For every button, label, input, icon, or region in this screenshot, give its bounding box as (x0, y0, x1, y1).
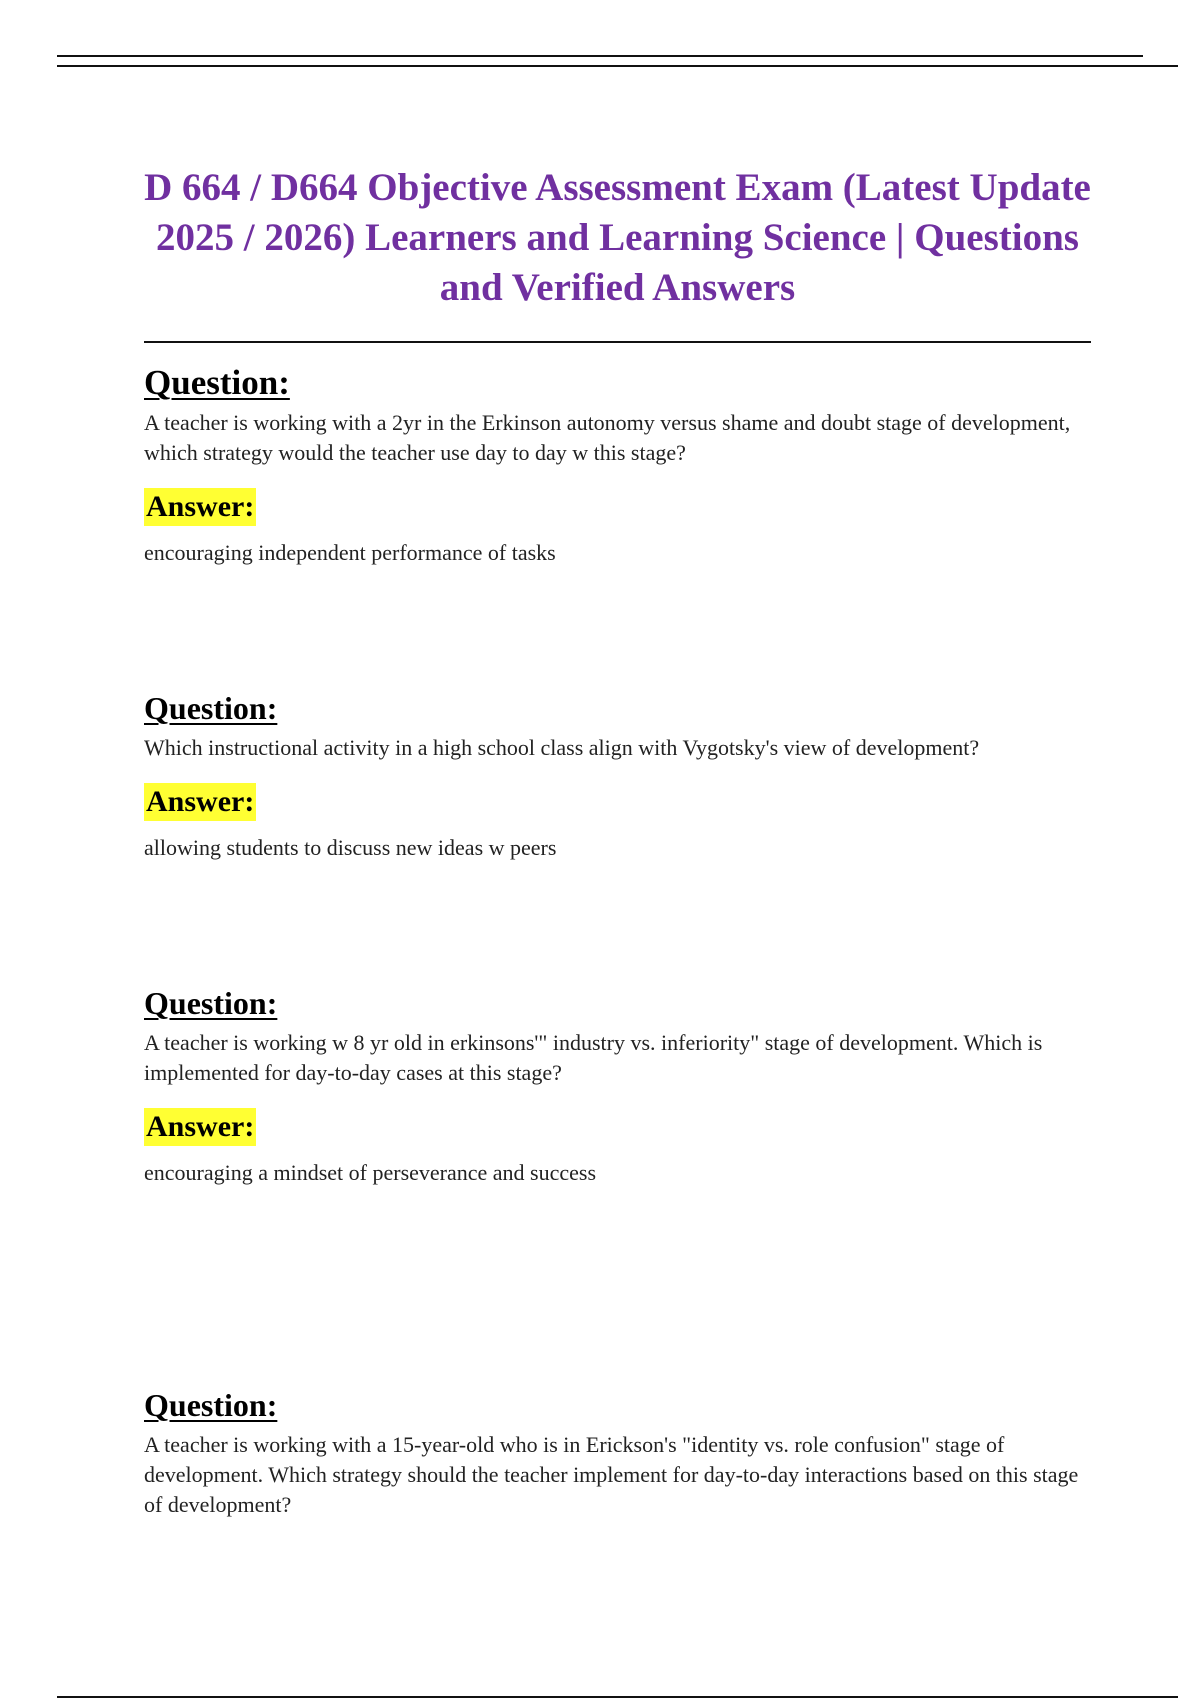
qa-block (144, 1386, 1094, 1520)
question-heading: Question: (144, 985, 278, 1021)
question-text: Which instructional activity in a high school class align with Vygotsky's view of development? (144, 735, 980, 760)
title-divider (144, 341, 1091, 343)
question-text: A teacher is working w 8 yr old in erkinsons'" industry vs. inferiority" stage of development. Which is implemented for day-to-day cases at this stage? (144, 1030, 1043, 1085)
question-text: A teacher is working with a 15-year-old who is in Erickson's "identity vs. role confusion" stage of development. Which strategy should the teacher implement for day-to-day interactions based on this stage of development? (144, 1432, 1079, 1517)
footer-rule (57, 1696, 1178, 1698)
qa-block (144, 364, 1094, 568)
header-rule-top (57, 55, 1143, 57)
answer-text: allowing students to discuss new ideas w peers (144, 835, 557, 860)
question-text: A teacher is working with a 2yr in the Erkinson autonomy versus shame and doubt stage of development, which strategy would the teacher use day to day w this stage? (144, 410, 1071, 465)
answer-heading: Answer: (144, 488, 256, 526)
document-title: D 664 / D664 Objective Assessment Exam (Latest Update 2025 / 2026) Learners and Learning Science | Questions and Verified Answers (144, 166, 1091, 309)
answer-text: encouraging a mindset of perseverance and success (144, 1160, 597, 1185)
question-heading: Question: (144, 1387, 278, 1423)
answer-heading: Answer: (144, 1108, 256, 1146)
question-heading: Question: (144, 690, 278, 726)
answer-text: encouraging independent performance of tasks (144, 540, 556, 565)
question-heading: Question: (144, 363, 290, 402)
answer-heading: Answer: (144, 783, 256, 821)
qa-block (144, 984, 1094, 1188)
qa-block (144, 689, 1094, 863)
header-rule-bottom (57, 65, 1178, 67)
